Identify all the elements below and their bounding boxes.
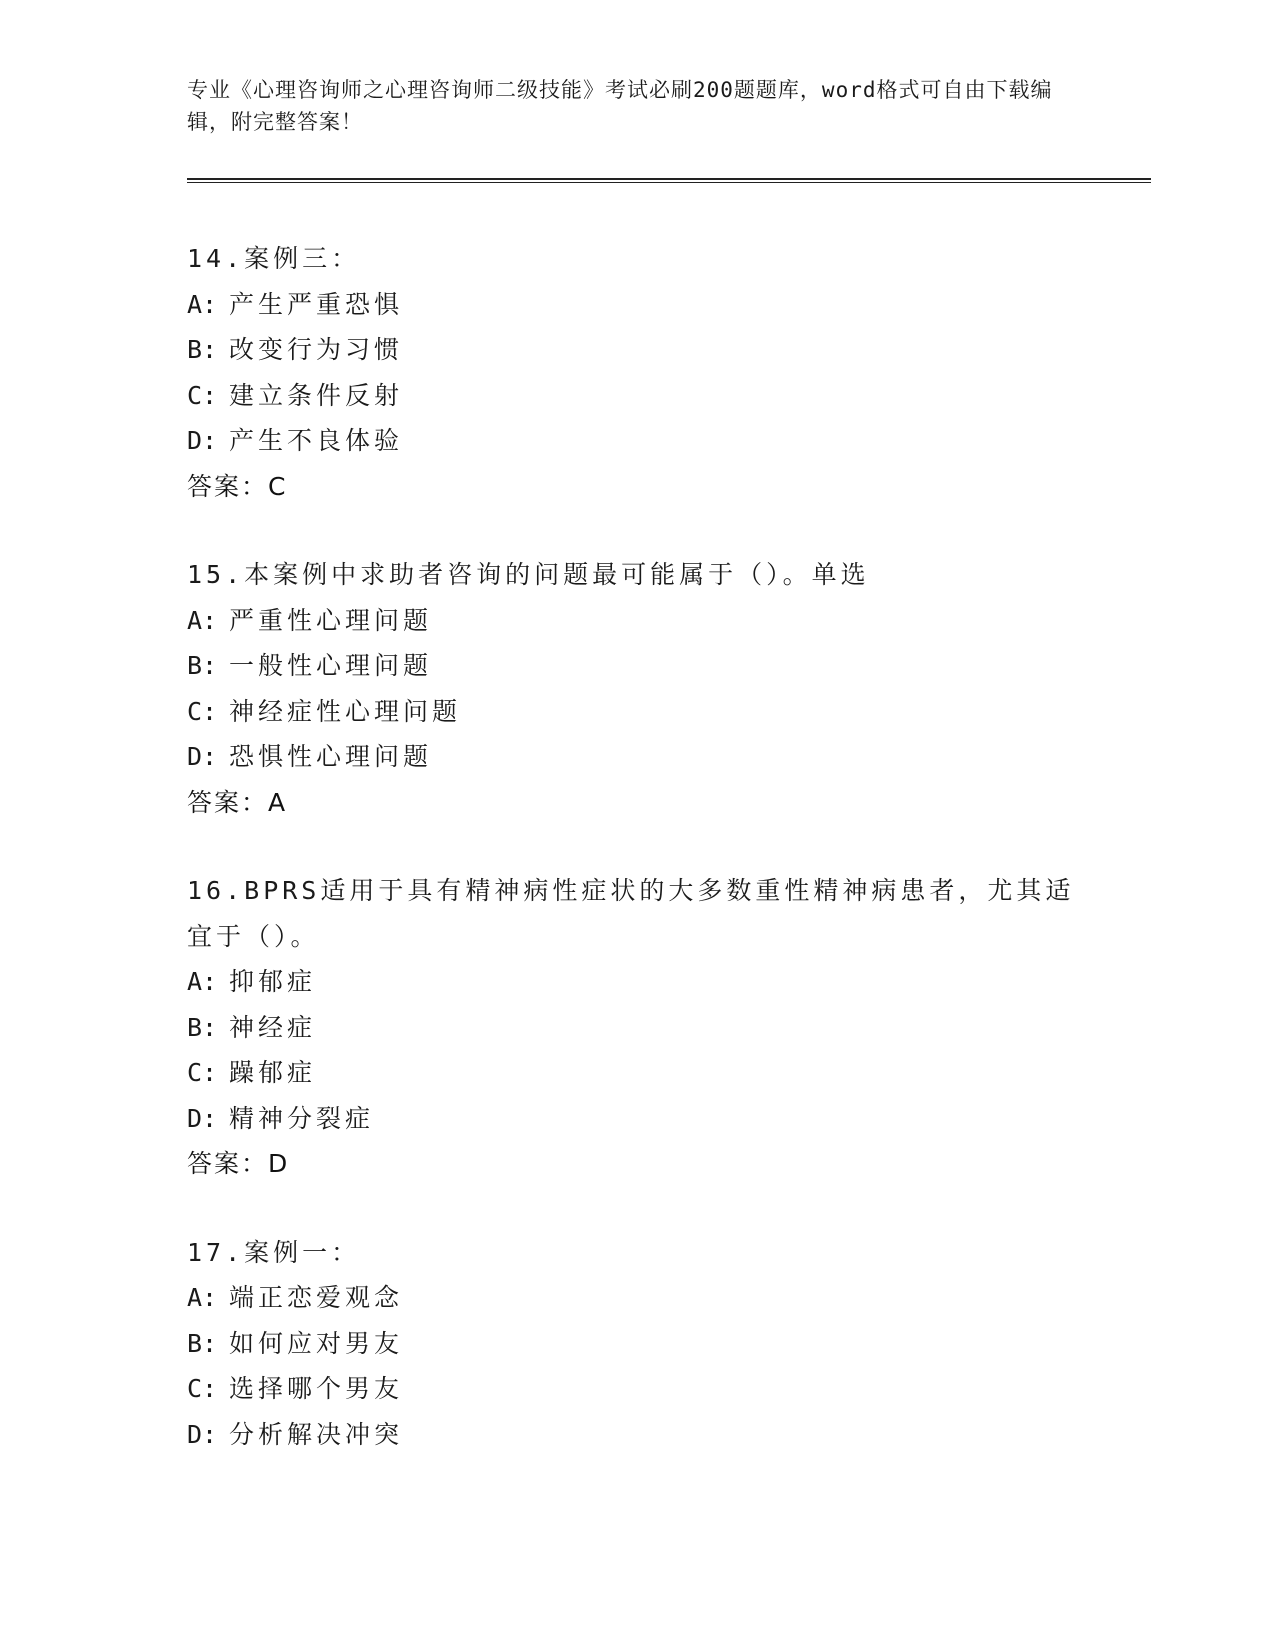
document-header: 专业《心理咨询师之心理咨询师二级技能》考试必刷200题题库，word格式可自由下载编辑，附完整答案！ xyxy=(187,78,1053,134)
option-text: 改变行为习惯 xyxy=(229,335,404,364)
option-d xyxy=(187,1096,1087,1142)
option-d xyxy=(187,1412,1087,1458)
option-text: 建立条件反射 xyxy=(229,380,404,410)
option-key: B: xyxy=(187,335,218,364)
option-text: 神经症性心理问题 xyxy=(229,696,462,726)
option-a xyxy=(187,282,1087,328)
option-text: 抑郁症 xyxy=(229,967,317,996)
question-item xyxy=(187,1230,1087,1458)
option-text: 分析解决冲突 xyxy=(229,1419,404,1449)
option-a xyxy=(187,959,1087,1005)
option-c xyxy=(187,1366,1087,1412)
option-key: B: xyxy=(187,1328,218,1358)
question-list xyxy=(187,236,1087,1500)
question-stem: 14.案例三： xyxy=(187,244,361,273)
option-key: D: xyxy=(187,1419,218,1449)
question-stem: 16.BPRS适用于具有精神病性症状的大多数重性精神病患者，尤其适宜于（）。 xyxy=(187,876,1075,951)
option-text: 精神分裂症 xyxy=(229,1103,375,1133)
option-d xyxy=(187,734,1087,780)
option-key: A: xyxy=(187,605,218,635)
option-key: B: xyxy=(187,651,218,680)
option-text: 神经症 xyxy=(229,1012,317,1042)
option-text: 选择哪个男友 xyxy=(229,1374,404,1403)
option-text: 严重性心理问题 xyxy=(229,605,433,635)
option-key: C: xyxy=(187,696,218,726)
answer-line: 答案：D xyxy=(187,1149,290,1178)
option-b xyxy=(187,1321,1087,1367)
option-key: C: xyxy=(187,1058,218,1087)
option-a xyxy=(187,598,1087,644)
question-item xyxy=(187,236,1087,509)
question-item xyxy=(187,552,1087,825)
question-stem: 15.本案例中求助者咨询的问题最可能属于（）。单选 xyxy=(187,560,870,589)
option-b xyxy=(187,1005,1087,1051)
option-b xyxy=(187,643,1087,689)
option-key: D: xyxy=(187,426,218,455)
option-key: D: xyxy=(187,742,218,771)
option-text: 躁郁症 xyxy=(229,1058,317,1087)
option-text: 产生严重恐惧 xyxy=(229,289,404,319)
option-text: 一般性心理问题 xyxy=(229,651,433,680)
option-text: 恐惧性心理问题 xyxy=(229,742,433,771)
option-key: A: xyxy=(187,289,218,319)
answer-line: 答案：A xyxy=(187,787,288,817)
option-d xyxy=(187,418,1087,464)
option-text: 产生不良体验 xyxy=(229,426,404,455)
option-key: A: xyxy=(187,967,218,996)
question-stem: 17.案例一： xyxy=(187,1237,361,1267)
option-c xyxy=(187,1050,1087,1096)
option-b xyxy=(187,327,1087,373)
question-item xyxy=(187,868,1087,1187)
option-key: A: xyxy=(187,1283,218,1312)
option-key: C: xyxy=(187,380,218,410)
header-divider-top xyxy=(187,178,1151,180)
option-a xyxy=(187,1275,1087,1321)
option-c xyxy=(187,689,1087,735)
option-text: 端正恋爱观念 xyxy=(229,1283,404,1312)
answer-line: 答案：C xyxy=(187,471,288,501)
header-divider-bottom xyxy=(187,182,1151,183)
option-c xyxy=(187,373,1087,419)
option-key: B: xyxy=(187,1012,218,1042)
option-text: 如何应对男友 xyxy=(229,1328,404,1358)
option-key: C: xyxy=(187,1374,218,1403)
option-key: D: xyxy=(187,1103,218,1133)
